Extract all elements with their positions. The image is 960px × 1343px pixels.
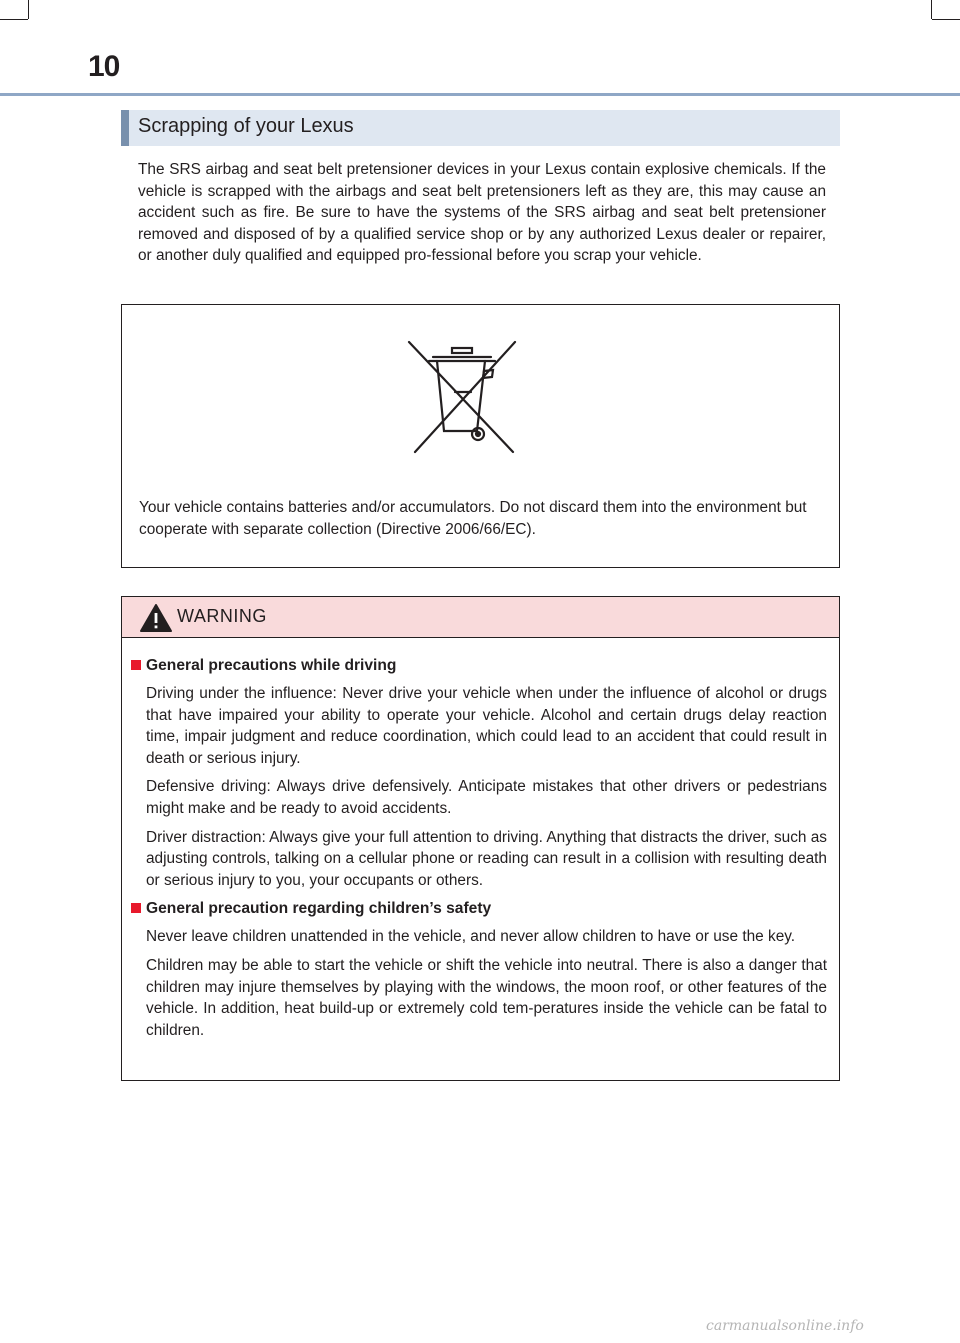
recycling-notice-text: Your vehicle contains batteries and/or accumulators. Do not discard them into the environment but cooperate with separate collection (Directive 2006/66/EC). bbox=[139, 499, 807, 538]
warning-paragraph: Defensive driving: Always drive defensively. Anticipate mistakes that other drivers or pedestrians might make and be ready to avoid accidents. bbox=[146, 778, 827, 817]
section-title: Scrapping of your Lexus bbox=[138, 115, 354, 137]
intro-paragraph: The SRS airbag and seat belt pretensioner devices in your Lexus contain explosive chemicals. If the vehicle is scrapped with the airbags and seat belt pretensioners left as they are, this may cause an accident such as fire. Be sure to have the systems of the SRS airbag and seat belt pretensioner removed and disposed of by a qualified service shop or by any authorized Lexus dealer or repairer, or another duly qualified and equipped pro-fessional before you scrap your vehicle. bbox=[138, 161, 826, 265]
warning-header bbox=[122, 597, 839, 638]
warning-section-heading bbox=[130, 898, 827, 920]
watermark: carmanualsonline.info bbox=[706, 1318, 864, 1334]
page-number: 10 bbox=[88, 50, 120, 83]
crossed-out-wheelie-bin-icon bbox=[407, 340, 519, 454]
red-square-bullet-icon bbox=[131, 903, 141, 913]
warning-title: WARNING bbox=[177, 606, 267, 626]
header-rule bbox=[0, 93, 960, 96]
warning-paragraph: Driver distraction: Always give your full attention to driving. Anything that distracts the driver, such as adjusting controls, talking on a cellular phone or reading can result in a collision with resulting death or serious injury to you, your occupants or others. bbox=[146, 828, 827, 889]
section-header bbox=[121, 110, 840, 146]
warning-triangle-icon bbox=[139, 603, 173, 633]
warning-section-heading bbox=[130, 655, 827, 677]
warning-content bbox=[130, 655, 827, 1048]
warning-box bbox=[121, 596, 840, 1081]
crop-mark bbox=[931, 0, 932, 19]
crop-mark bbox=[0, 19, 28, 20]
warning-paragraph: Never leave children unattended in the vehicle, and never allow children to have or use the key. bbox=[146, 928, 796, 946]
warning-paragraph: Children may be able to start the vehicle or shift the vehicle into neutral. There is also a danger that children may injure themselves by playing with the windows, the moon roof, or other features of the vehicle. In addition, heat build-up or extremely cold tem-peratures inside the vehicle can be fatal to children. bbox=[146, 956, 827, 1039]
heading-text: General precautions while driving bbox=[146, 657, 397, 674]
red-square-bullet-icon bbox=[131, 660, 141, 670]
crop-mark bbox=[932, 19, 960, 20]
heading-text: General precaution regarding children’s safety bbox=[146, 900, 492, 918]
warning-paragraph: Driving under the influence: Never drive your vehicle when under the influence of alcohol or drugs that have impaired your ability to operate your vehicle. Alcohol and certain drugs delay reaction time, impair judgment and reduce coordination, which could lead to an accident that could result in death or serious injury. bbox=[146, 685, 827, 767]
recycling-notice-box bbox=[121, 304, 840, 568]
crop-mark bbox=[28, 0, 29, 19]
